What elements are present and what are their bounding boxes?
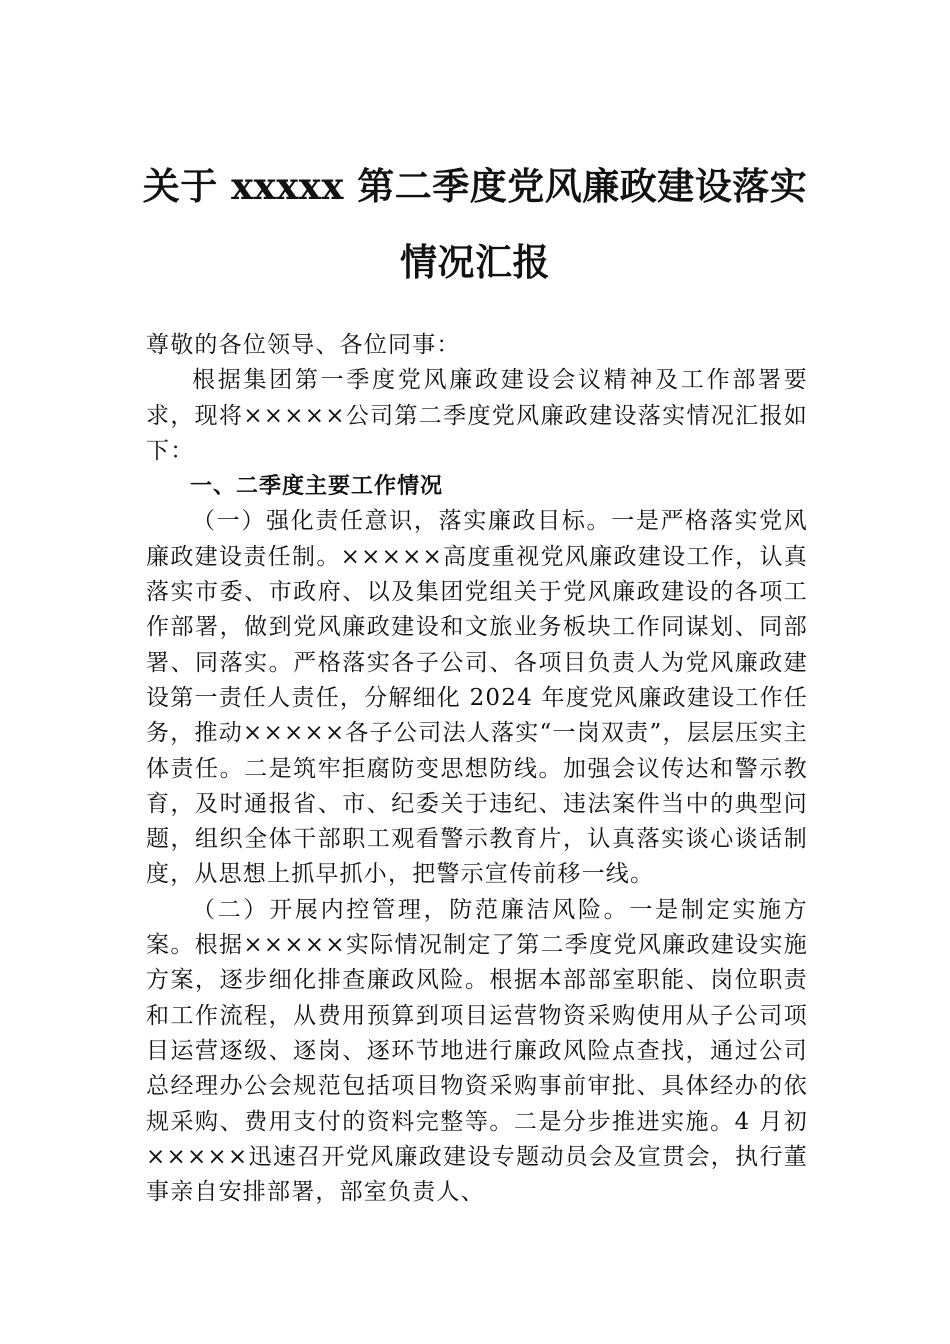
document-title: 关于 xxxxx 第二季度党风廉政建设落实情况汇报 [142,164,808,284]
section-heading: 一、二季度主要工作情况 [190,474,444,500]
paragraph-1: （一）强化责任意识，落实廉政目标。一是严格落实党风廉政建设责任制。×××××高度重视党风廉政建设工作，认真落实市委、市政府、以及集团党组关于党风廉政建设的各项工作部署，做到党风廉政建设和文旅业务板块工作同谋划、同部署、同落实。严格落实各子公司、各项目负责人为党风廉政建设第一责任人责任，分解细化 2024 年度党风廉政建设工作任务，推动×××××各子公司法人落实“一岗双责”，层层压实主体责任。二是筑牢拒腐防变思想防线。加强会议传达和警示教育，及时通报省、市、纪委关于违纪、违法案件当中的典型问题，组织全体干部职工观看警示教育片，认真落实谈心谈话制度，从思想上抓早抓小，把警示宣传前移一线。 [146,508,808,888]
salutation: 尊敬的各位领导、各位同事： [146,332,461,358]
paragraph-2: （二）开展内控管理，防范廉洁风险。一是制定实施方案。根据×××××实际情况制定了第二季度党风廉政建设实施方案，逐步细化排查廉政风险。根据本部部室职能、岗位职责和工作流程，从费用预算到项目运营物资采购使用从子公司项目运营逐级、逐岗、逐环节地进行廉政风险点查找，通过公司总经理办公会规范包括项目物资采购事前审批、具体经办的依规采购、费用支付的资料完整等。二是分步推进实施。4 月初×××××迅速召开党风廉政建设专题动员会及宣贯会，执行董事亲自安排部署，部室负责人、 [146,896,808,1206]
document-body [146,328,808,1210]
intro-paragraph: 根据集团第一季度党风廉政建设会议精神及工作部署要求，现将×××××公司第二季度党风廉政建设落实情况汇报如下： [146,367,808,464]
